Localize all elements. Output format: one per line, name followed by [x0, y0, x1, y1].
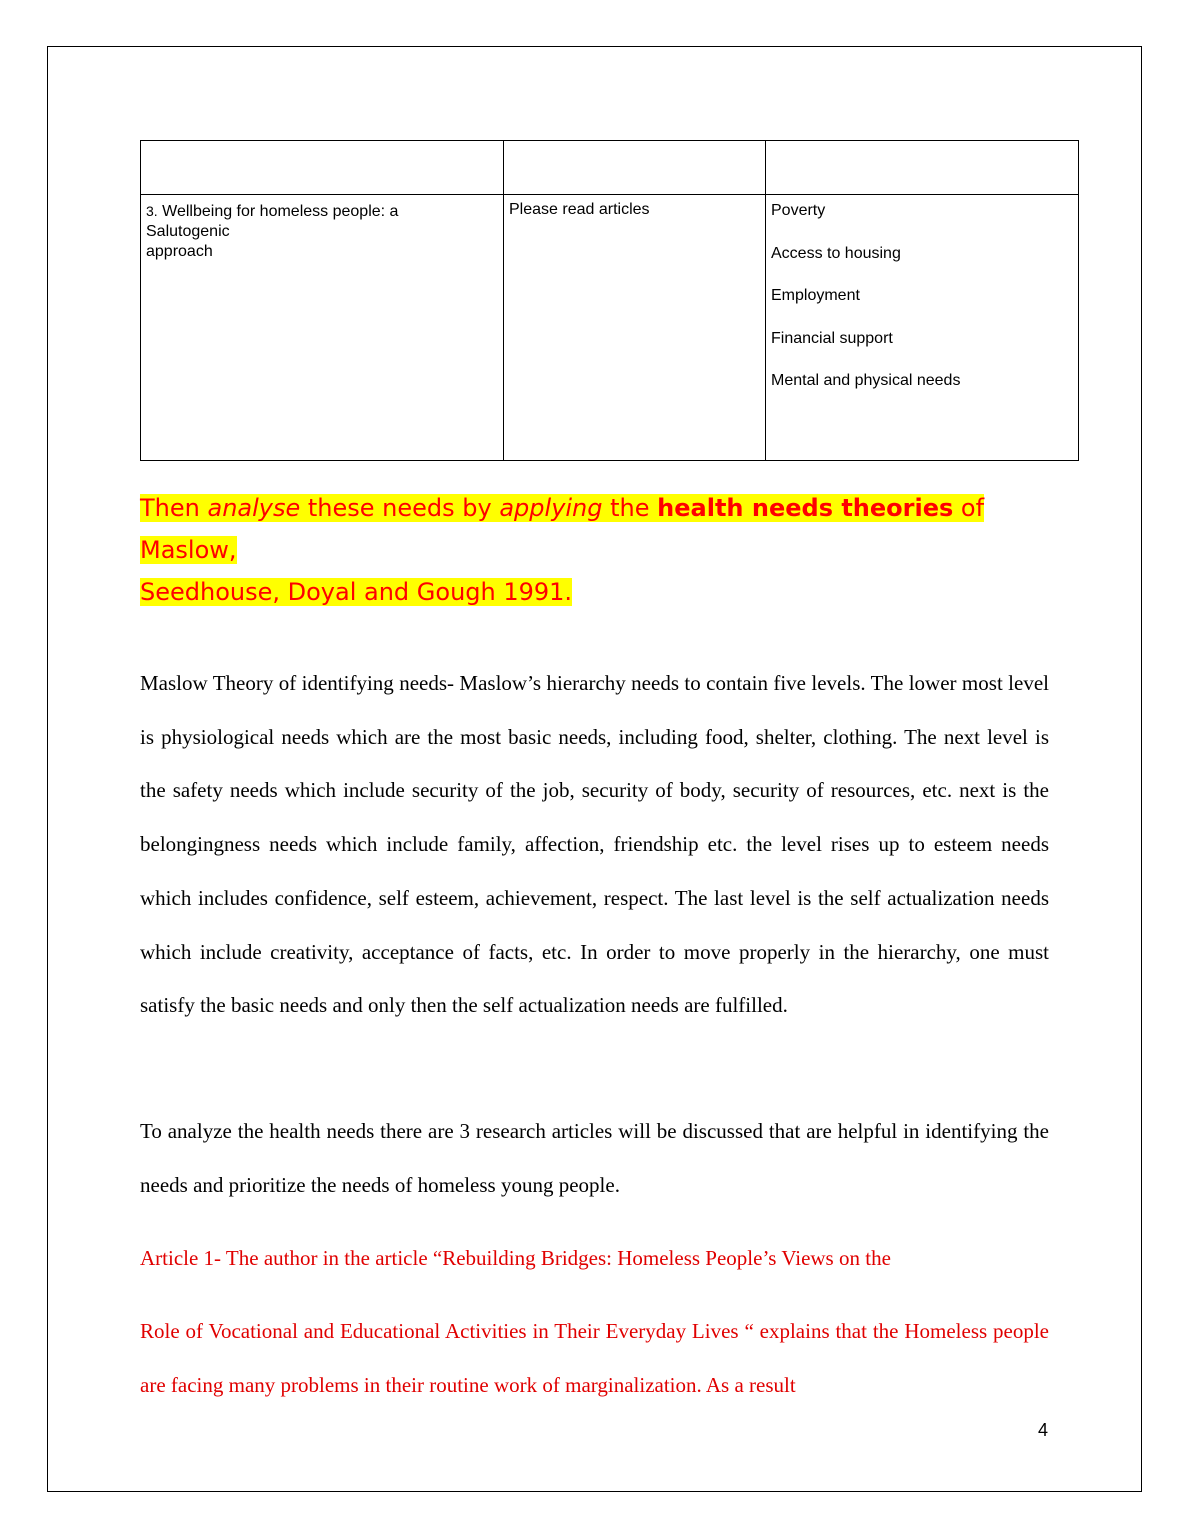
table-header-row — [141, 141, 1079, 195]
topic-line: Salutogenic — [146, 223, 230, 240]
topic-cell — [141, 195, 504, 461]
emphasis: analyse — [207, 494, 301, 522]
analyze-paragraph: To analyze the health needs there are 3 research articles will be discussed that are helpful in identifying the needs and prioritize the needs of homeless young people. — [140, 1119, 1049, 1197]
topic-number: 3. — [146, 203, 158, 219]
bold-text: health needs theories — [657, 494, 954, 522]
need-item: Poverty — [771, 202, 826, 219]
table-row — [141, 195, 1079, 461]
need-item: Employment — [771, 287, 860, 304]
needs-cell — [766, 195, 1079, 461]
article1-body: Role of Vocational and Educational Activities in Their Everyday Lives “ explains that the Homeless people are facing many problems in their routine work of marginalization. As a result — [140, 1319, 1049, 1397]
maslow-paragraph: Maslow Theory of identifying needs- Maslow’s hierarchy needs to contain five levels. The lower most level is physiological needs which are the most basic needs, including food, shelter, clothing. The next level is the safety needs which include security of the job, security of body, security of resources, etc. next is the belongingness needs which include family, affection, friendship etc. the level rises up to esteem needs which includes confidence, self esteem, achievement, respect. The last level is the self actualization needs which include creativity, acceptance of facts, etc. In order to move properly in the hierarchy, one must satisfy the basic needs and only then the self actualization needs are fulfilled. — [140, 671, 1049, 1018]
text: these needs by — [300, 494, 500, 522]
need-item: Access to housing — [771, 244, 901, 262]
highlight: Seedhouse, Doyal and Gough 1991. — [140, 578, 573, 606]
topic-line — [146, 201, 498, 222]
topic-line: approach — [146, 243, 213, 260]
text: of Maslow, — [140, 494, 985, 564]
needs-table — [140, 140, 1079, 461]
emphasis: applying — [499, 494, 603, 522]
instruction-heading — [140, 487, 1060, 613]
need-item: Mental and physical needs — [771, 372, 961, 389]
topic-line-text: Wellbeing for homeless people: a — [162, 203, 399, 220]
table-cell — [504, 141, 766, 195]
article1-heading: Article 1- The author in the article “Rebuilding Bridges: Homeless People’s Views on the — [140, 1246, 891, 1270]
need-item: Financial support — [771, 329, 893, 347]
table-cell — [141, 141, 504, 195]
text: Then — [140, 494, 208, 522]
highlight — [140, 494, 984, 564]
page-number: 4 — [1038, 1420, 1049, 1440]
text: the — [602, 494, 658, 522]
table-cell — [766, 141, 1079, 195]
instruction-cell: Please read articles — [504, 195, 766, 461]
